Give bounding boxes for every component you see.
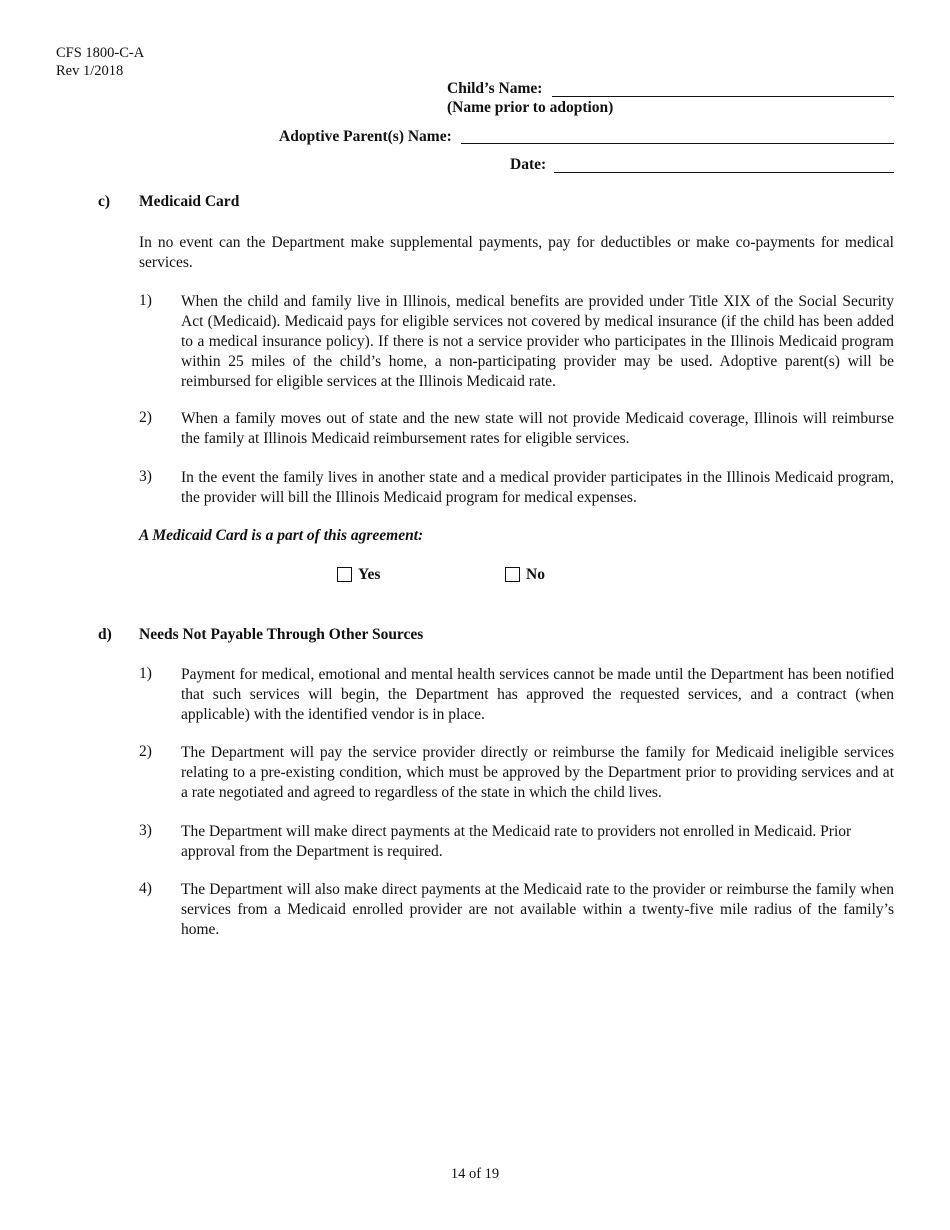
date-label: Date:: [510, 156, 547, 173]
section-c-item-text: When a family moves out of state and the new state will not provide Medicaid coverage, Illinois will reimburse the family at Illinois Medicaid reimbursement rates for eligible services.: [181, 410, 894, 447]
form-number: CFS 1800-C-A: [56, 45, 145, 61]
section-d-item-text: The Department will make direct payments at the Medicaid rate to providers not enrolled in Medicaid. Prior approval from the Department is required.: [181, 823, 852, 860]
form-revision: Rev 1/2018: [56, 63, 124, 79]
child-name-note: (Name prior to adoption): [447, 99, 614, 116]
section-d-item-number: 2): [139, 743, 152, 760]
adoptive-parent-field[interactable]: [461, 143, 894, 144]
section-c-item-number: 1): [139, 292, 152, 309]
section-c-item-text: When the child and family live in Illinois, medical benefits are provided under Title XIX of the Social Security Act (Medicaid). Medicaid pays for eligible services not covered by medical insurance (if the child has been added to a medical insurance policy). If there is not a service provider who participates in the Illinois Medicaid program within 25 miles of the child’s home, a non-participating provider may be used. Adoptive parent(s) will be reimbursed for eligible services at the Illinois Medicaid rate.: [181, 293, 894, 390]
child-name-field[interactable]: [552, 96, 894, 97]
child-name-label: Child’s Name:: [447, 80, 543, 97]
yes-label: Yes: [358, 566, 381, 583]
section-c-item-number: 3): [139, 468, 152, 485]
adoptive-parent-label: Adoptive Parent(s) Name:: [279, 128, 452, 145]
section-d-title: Needs Not Payable Through Other Sources: [139, 626, 424, 643]
section-d-item-text: The Department will pay the service provider directly or reimburse the family for Medicaid ineligible services relating to a pre-existing condition, which must be approved by the Department prior to providing services and at a rate negotiated and agreed to regardless of the state in which the child lives.: [181, 744, 894, 801]
section-d-letter: d): [98, 626, 112, 643]
section-d-item-number: 3): [139, 822, 152, 839]
section-c-item-number: 2): [139, 409, 152, 426]
date-field[interactable]: [554, 172, 894, 173]
section-d-item-text: The Department will also make direct payments at the Medicaid rate to the provider or reimburse the family when services from a Medicaid enrolled provider are not available within a twenty-five mile radius of the family’s home.: [181, 881, 894, 938]
section-c-title: Medicaid Card: [139, 193, 240, 210]
section-d-item-text: Payment for medical, emotional and mental health services cannot be made until the Department has been notified that such services will begin, the Department has approved the requested services, and a contract (when applicable) with the identified vendor is in place.: [181, 666, 894, 723]
yes-checkbox[interactable]: [337, 567, 352, 582]
section-c-letter: c): [98, 193, 111, 210]
form-id-block: [56, 44, 144, 80]
section-c-intro: In no event can the Department make supplemental payments, pay for deductibles or make co-payments for medical services.: [139, 234, 894, 271]
page-number: 14 of 19: [450, 1166, 500, 1182]
section-d-item-number: 1): [139, 665, 152, 682]
no-checkbox[interactable]: [505, 567, 520, 582]
section-c-item-text: In the event the family lives in another state and a medical provider participates in the Illinois Medicaid program, the provider will bill the Illinois Medicaid program for medical expenses.: [181, 469, 894, 506]
section-d-item-number: 4): [139, 880, 152, 897]
no-label: No: [526, 566, 545, 583]
medicaid-card-question: A Medicaid Card is a part of this agreement:: [139, 527, 424, 544]
